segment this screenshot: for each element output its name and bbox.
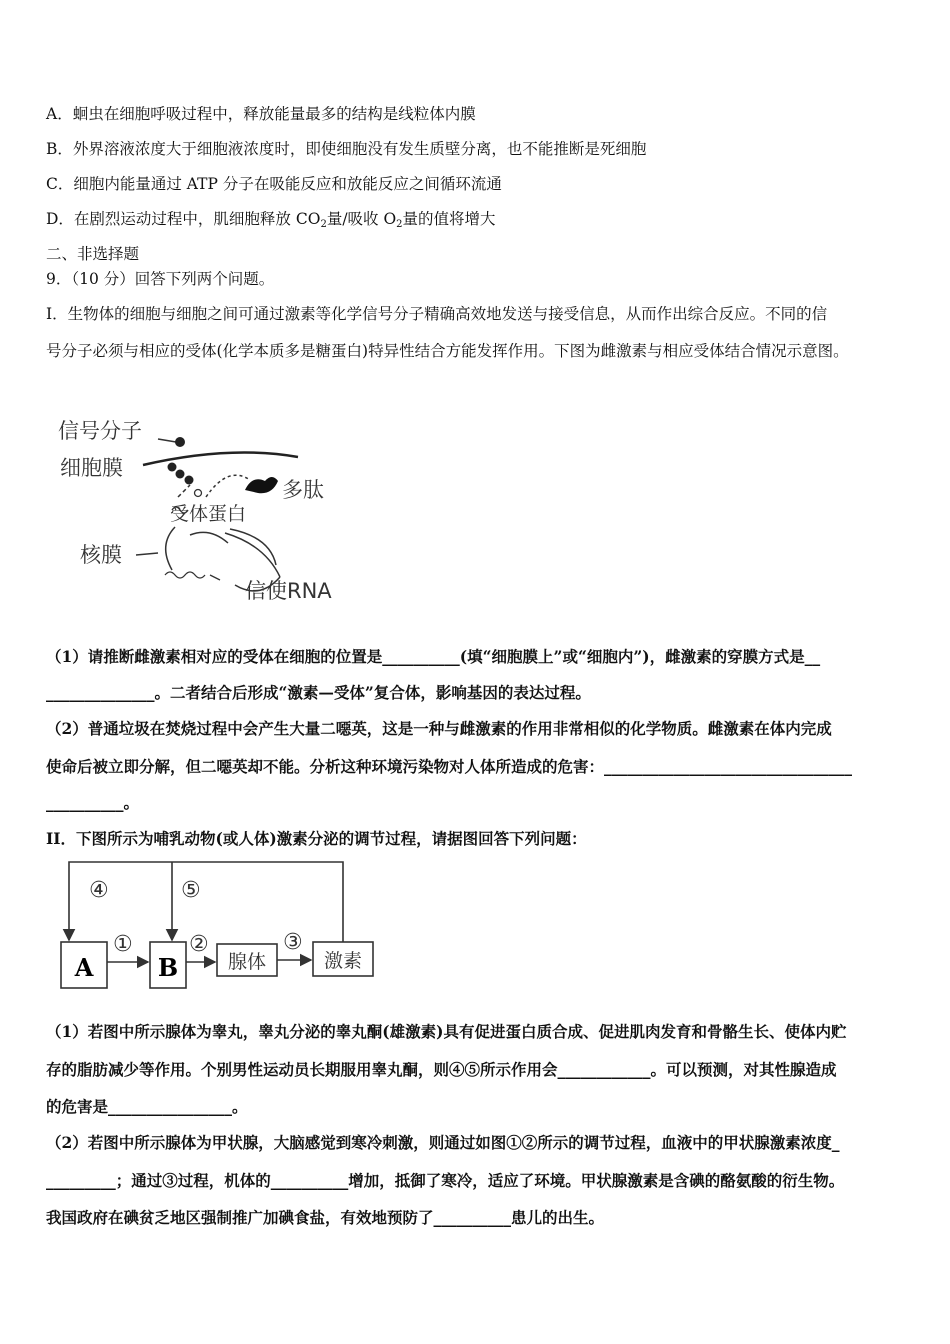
fig1-mrna-label: 信使RNA — [245, 579, 332, 603]
part-ii-q2-line-3: 我国政府在碘贫乏地区强制推广加碘食盐，有效地预防了__________患儿的出生。 — [46, 1208, 605, 1227]
part-ii-q2-line-1: （2）若图中所示腺体为甲状腺，大脑感觉到寒冷刺激，则通过如图①②所示的调节过程，血液中的甲状腺激素浓度_ — [46, 1133, 840, 1152]
arrow-to-peptide — [206, 475, 250, 497]
part-i-q2-line-1: （2）普通垃圾在焚烧过程中会产生大量二噁英，这是一种与雌激素的作用非常相似的化学物质。雌激素在体内完成 — [46, 719, 832, 738]
label-3: ③ — [283, 930, 303, 955]
part-i-q1-line-2: ______________。二者结合后形成“激素—受体”复合体，影响基因的表达过程。 — [46, 683, 591, 702]
molecule-dot — [176, 470, 185, 479]
nuclear-membrane-left — [166, 527, 175, 570]
box-a-label: A — [74, 953, 94, 982]
label-2: ② — [189, 932, 209, 957]
signal-molecule — [175, 437, 185, 447]
peptide-blob — [245, 477, 278, 493]
fig1-membrane-label: 细胞膜 — [60, 456, 123, 480]
mrna-arrow — [210, 575, 220, 580]
label-5: ⑤ — [181, 878, 201, 903]
option-d-pre: D．在剧烈运动过程中，肌细胞释放 CO — [46, 210, 321, 228]
part-i-line-1: I．生物体的细胞与细胞之间可通过激素等化学信号分子精确高效地发送与接受信息，从而作出综合反应。不同的信 — [46, 305, 828, 323]
part-ii-q1-line-3: 的危害是________________。 — [46, 1097, 248, 1116]
part-ii-q2-line-2: _________；通过③过程，机体的__________增加，抵御了寒冷，适应了环境。甲状腺激素是含碘的酪氨酸的衍生物。 — [46, 1171, 845, 1190]
label-4: ④ — [89, 878, 109, 903]
o2-subscript: 2 — [396, 219, 403, 230]
receptor-arc — [190, 532, 228, 543]
box-b-label: B — [157, 953, 179, 982]
section-title: 二、非选择题 — [46, 245, 140, 263]
mrna-squiggle — [165, 572, 205, 578]
fig1-peptide-label: 多肽 — [282, 478, 324, 502]
option-d — [46, 209, 496, 235]
option-c: C．细胞内能量通过 ATP 分子在吸能反应和放能反应之间循环流通 — [46, 175, 502, 193]
part-i-q1-line-1: （1）请推断雌激素相对应的受体在细胞的位置是__________(填“细胞膜上”或“细胞内”)，雌激素的穿膜方式是__ — [46, 647, 821, 666]
fig1-receptor-label: 受体蛋白 — [170, 503, 247, 525]
estrogen-receptor-diagram — [40, 405, 360, 615]
fig1-nuclear-label: 核膜 — [80, 543, 122, 567]
nuclear-pointer — [136, 553, 158, 555]
question-9-header: 9．（10 分）回答下列两个问题。 — [46, 270, 275, 288]
part-ii-intro: II．下图所示为哺乳动物(或人体)激素分泌的调节过程，请据图回答下列问题： — [46, 829, 587, 848]
option-b: B．外界溶液浓度大于细胞液浓度时，即使细胞没有发生质壁分离，也不能推断是死细胞 — [46, 140, 647, 158]
molecule-dot — [185, 476, 194, 485]
molecule-dot — [168, 463, 177, 472]
signal-pointer — [158, 439, 176, 442]
option-a: A．蛔虫在细胞呼吸过程中，释放能量最多的结构是线粒体内膜 — [46, 105, 476, 123]
part-i-line-2: 号分子必须与相应的受体(化学本质多是糖蛋白)特异性结合方能发挥作用。下图为雌激素与相应受体结合情况示意图。 — [46, 342, 849, 360]
receptor-circle — [195, 490, 202, 497]
option-d-mid: 量/吸收 O — [326, 210, 397, 228]
dashed-arrow — [178, 485, 190, 497]
fig1-signal-label: 信号分子 — [58, 419, 142, 443]
part-ii-q1-line-2: 存的脂肪减少等作用。个别男性运动员长期服用睾丸酮，则④⑤所示作用会____________。可以预测，对其性腺造成 — [46, 1060, 837, 1079]
box-hormone-label: 激素 — [323, 950, 363, 972]
co2-subscript: 2 — [320, 219, 327, 230]
part-i-q2-line-2: 使命后被立即分解，但二噁英却不能。分析这种环境污染物对人体所造成的危害：________________________________ — [46, 757, 853, 776]
cell-membrane-line — [143, 453, 298, 466]
label-1: ① — [113, 932, 133, 957]
box-gland-label: 腺体 — [227, 951, 267, 973]
hormone-regulation-diagram — [55, 858, 385, 993]
part-i-q2-line-3: __________。 — [46, 793, 140, 812]
part-ii-q1-line-1: （1）若图中所示腺体为睾丸，睾丸分泌的睾丸酮(雄激素)具有促进蛋白质合成、促进肌肉发育和骨骼生长、使体内贮 — [46, 1022, 847, 1041]
option-d-post: 量的值将增大 — [402, 210, 496, 228]
